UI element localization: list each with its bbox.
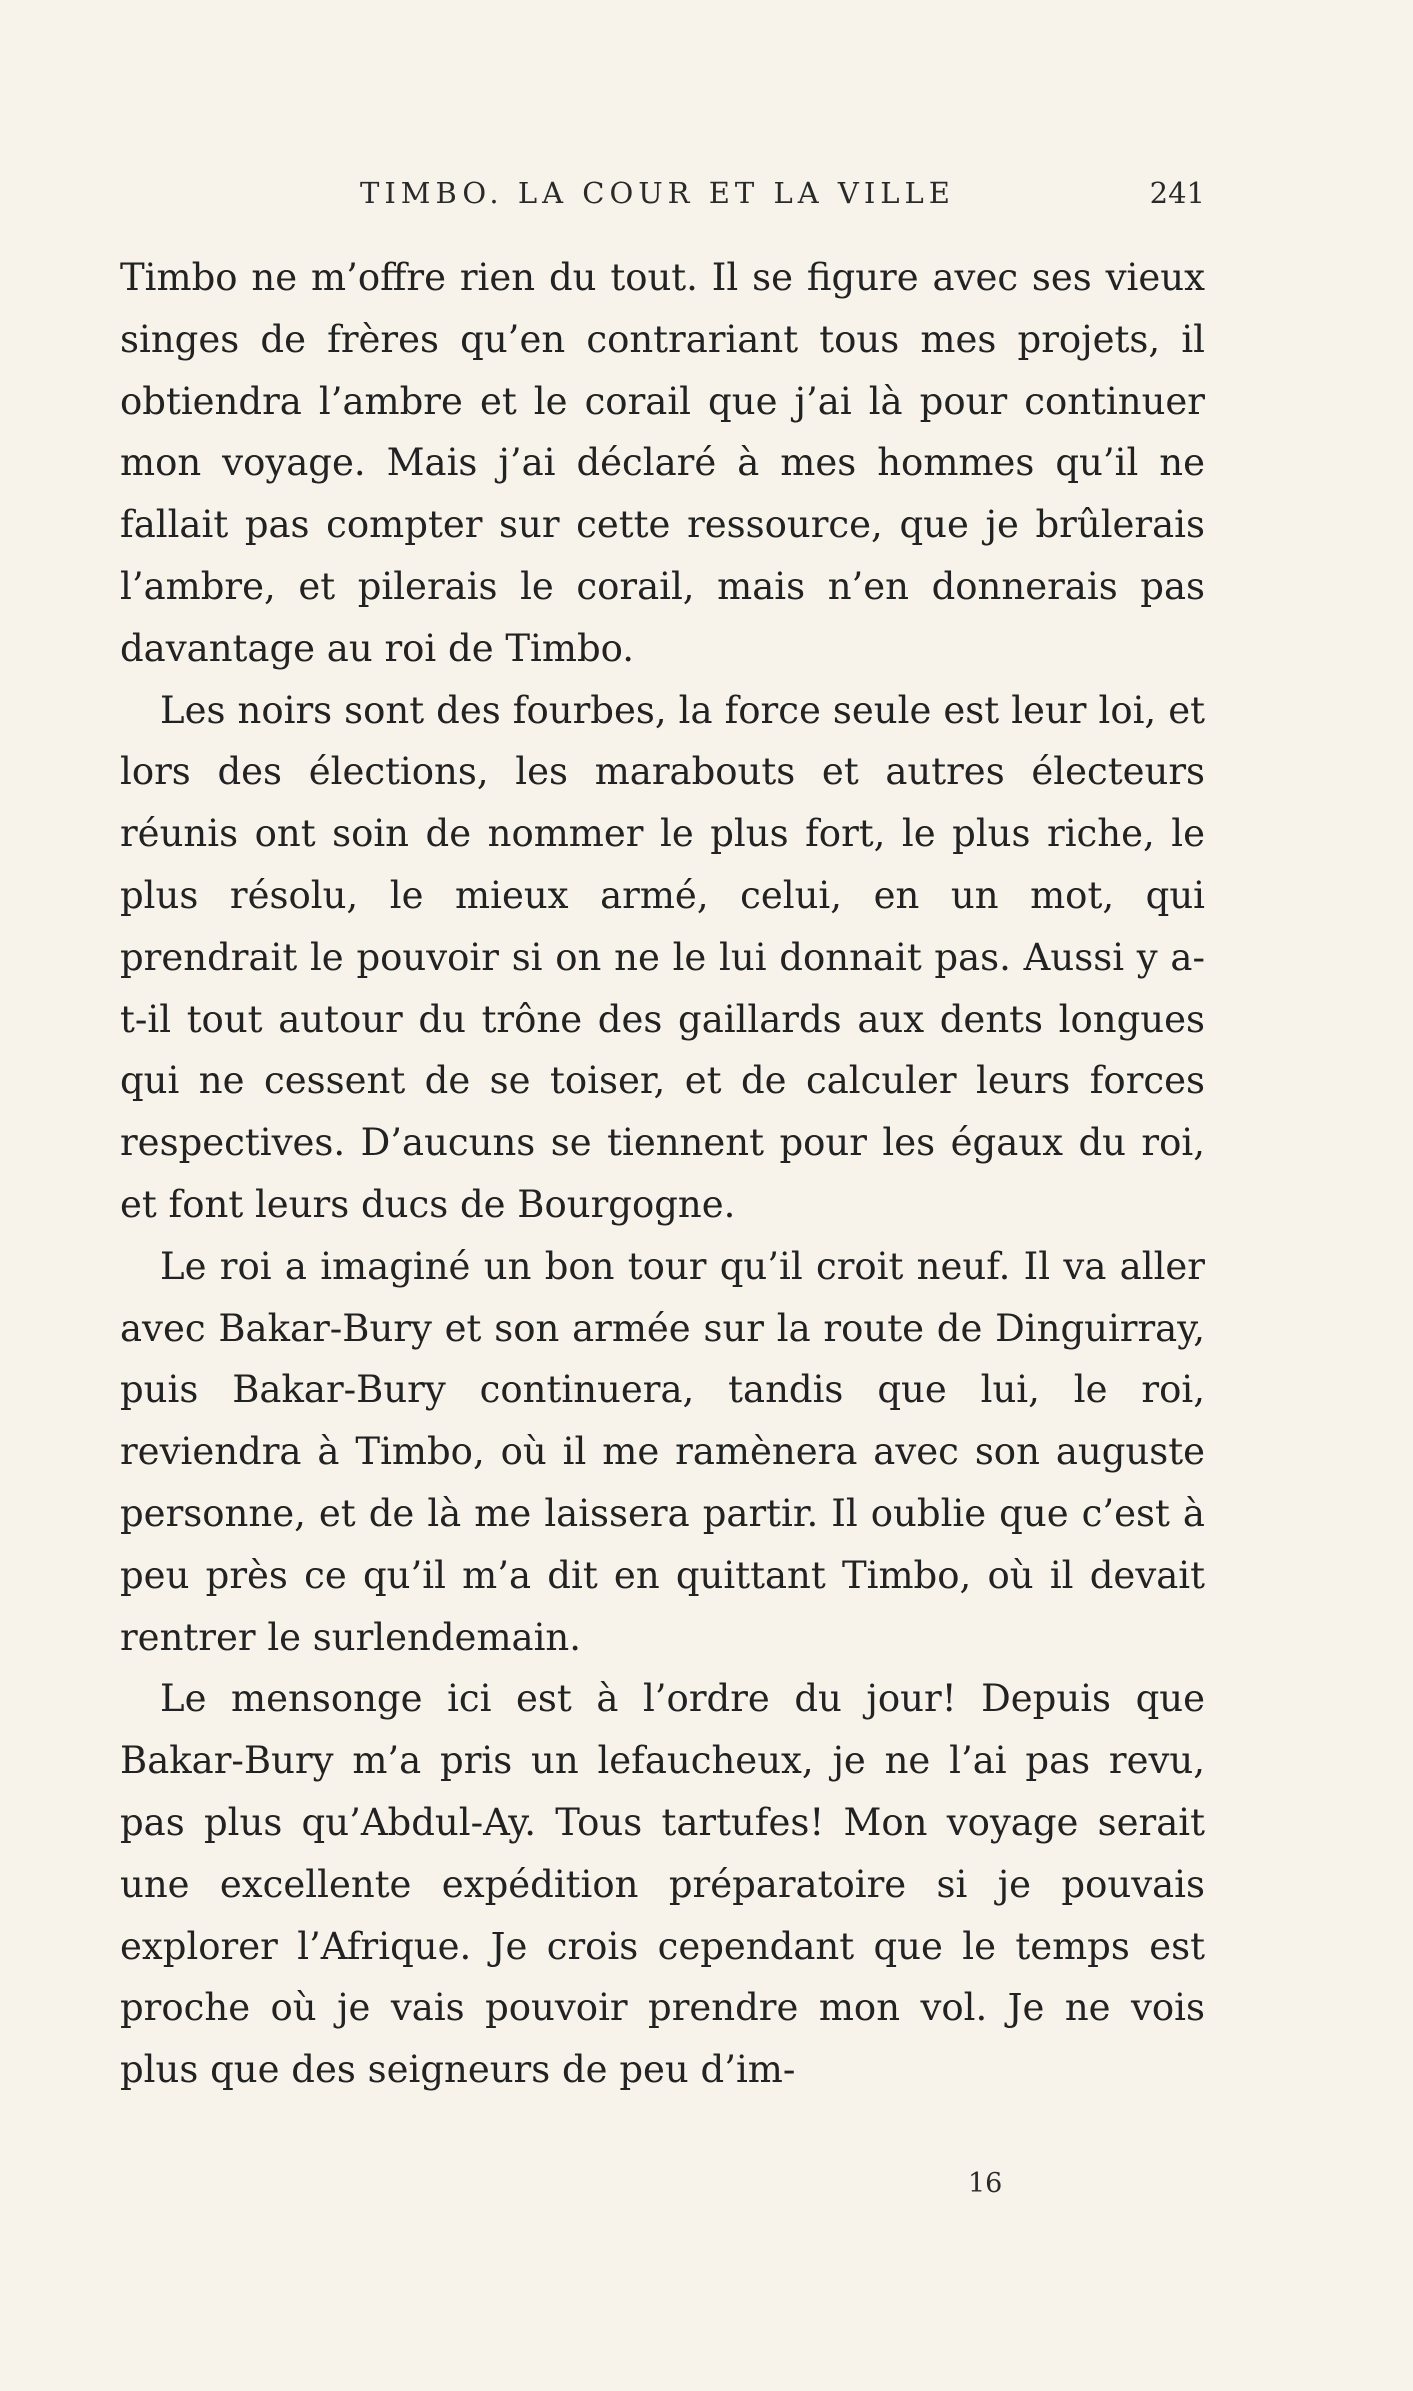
paragraph-2: Les noirs sont des fourbes, la force seule est leur loi, et lors des élections, les marabouts et autres électeurs réunis ont soin de nommer le plus fort, le plus riche, le plus résolu, le mieux armé, celui, en un mot, qui prendrait le pouvoir si on ne le lui donnait pas. Aussi y a-t-il tout autour du trône des gaillards aux dents longues qui ne cessent de se toiser, et de calculer leurs forces respectives. D’aucuns se tiennent pour les égaux du roi, et font leurs ducs de Bourgogne. [120, 688, 1205, 1226]
paragraph-3: Le roi a imaginé un bon tour qu’il croit neuf. Il va aller avec Bakar-Bury et son armée sur la route de Dinguirray, puis Bakar-Bury continuera, tandis que lui, le roi, reviendra à Timbo, où il me ramènera avec son auguste personne, et de là me laissera partir. Il oublie que c’est à peu près ce qu’il m’a dit en quittant Timbo, où il devait rentrer le surlendemain. [120, 1244, 1205, 1659]
signature-mark: 16 [968, 2168, 1003, 2199]
paragraph-1: Timbo ne m’offre rien du tout. Il se figure avec ses vieux singes de frères qu’en contrariant tous mes projets, il obtiendra l’ambre et le corail que j’ai là pour continuer mon voyage. Mais j’ai déclaré à mes hommes qu’il ne fallait pas compter sur cette ressource, que je brûlerais l’ambre, et pilerais le corail, mais n’en donnerais pas davantage au roi de Timbo. [120, 256, 1205, 670]
page-number: 241 [1149, 176, 1205, 210]
page-header [120, 176, 1205, 216]
paragraph-4: Le mensonge ici est à l’ordre du jour! Depuis que Bakar-Bury m’a pris un lefaucheux, je ne l’ai pas revu, pas plus qu’Abdul-Ay. Tous tartufes! Mon voyage serait une excellente expédition préparatoire si je pouvais explorer l’Afrique. Je crois cependant que le temps est proche où je vais pouvoir prendre mon vol. Je ne vois plus que des seigneurs de peu d’im- [120, 1677, 1205, 2092]
body-text [120, 247, 1205, 2101]
running-title: TIMBO. LA COUR ET LA VILLE [360, 176, 955, 210]
